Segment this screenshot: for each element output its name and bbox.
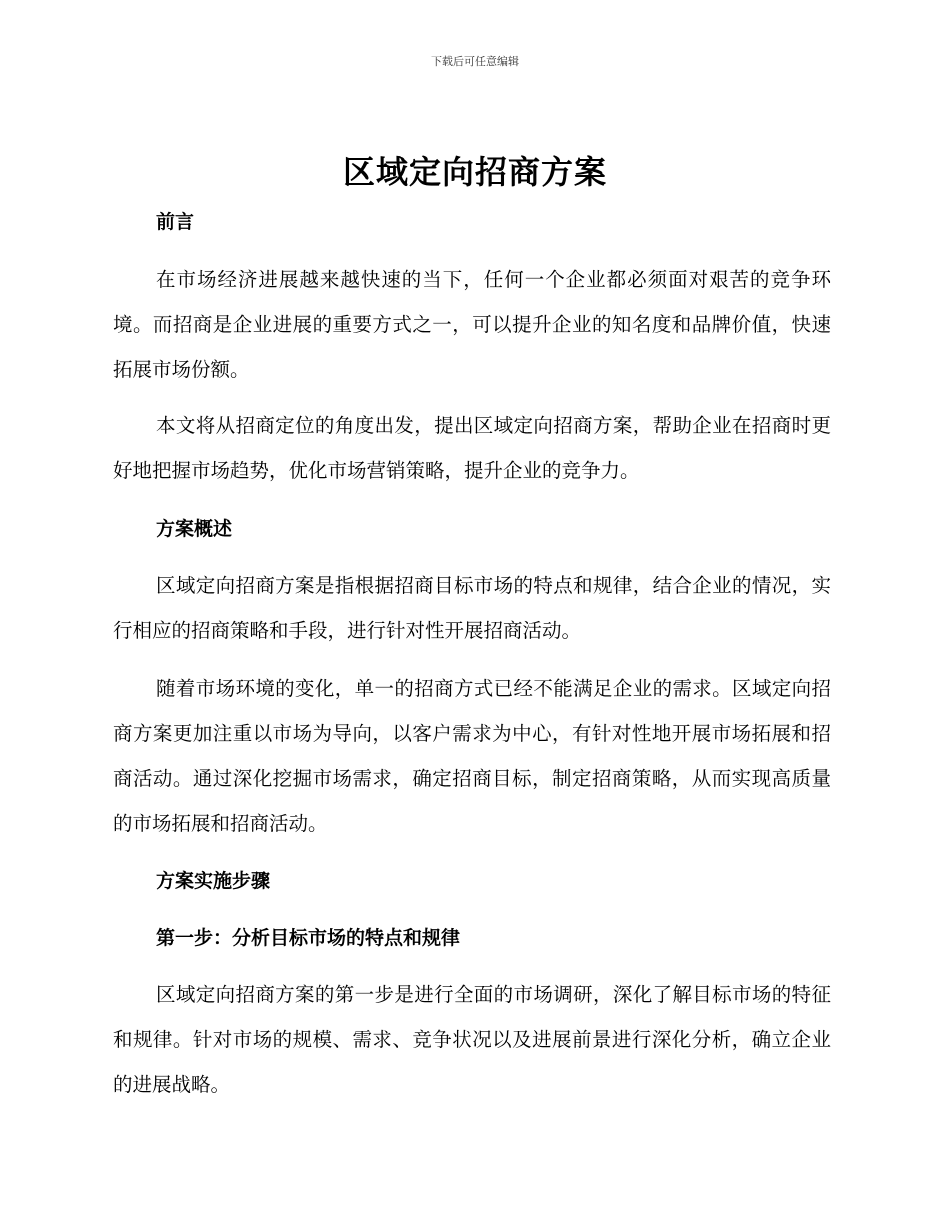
header-note: 下载后可任意编辑: [431, 55, 519, 68]
paragraph-preface-1: 在市场经济进展越来越快速的当下，任何一个企业都必须面对艰苦的竞争环境。而招商是企业进展的重要方式之一，可以提升企业的知名度和品牌价值，快速拓展市场份额。: [113, 268, 831, 381]
paragraph-overview-2: 随着市场环境的变化，单一的招商方式已经不能满足企业的需求。区域定向招商方案更加注重以市场为导向，以客户需求为中心，有针对性地开展市场拓展和招商活动。通过深化挖掘市场需求，确定招商目标，制定招商策略，从而实现高质量的市场拓展和招商活动。: [113, 677, 831, 835]
section-heading-overview: 方案概述: [156, 518, 233, 540]
paragraph-overview-1: 区域定向招商方案是指根据招商目标市场的特点和规律，结合企业的情况，实行相应的招商策略和手段，进行针对性开展招商活动。: [113, 574, 831, 642]
section-heading-steps: 方案实施步骤: [156, 870, 271, 892]
paragraph-preface-2: 本文将从招商定位的角度出发，提出区域定向招商方案，帮助企业在招商时更好地把握市场趋势，优化市场营销策略，提升企业的竞争力。: [113, 414, 831, 482]
document-title: 区域定向招商方案: [342, 153, 607, 191]
section-heading-preface: 前言: [156, 211, 195, 233]
subheading-step-1: 第一步：分析目标市场的特点和规律: [156, 927, 461, 949]
paragraph-step-1: 区域定向招商方案的第一步是进行全面的市场调研，深化了解目标市场的特征和规律。针对市场的规模、需求、竞争状况以及进展前景进行深化分析，确立企业的进展战略。: [113, 983, 831, 1096]
